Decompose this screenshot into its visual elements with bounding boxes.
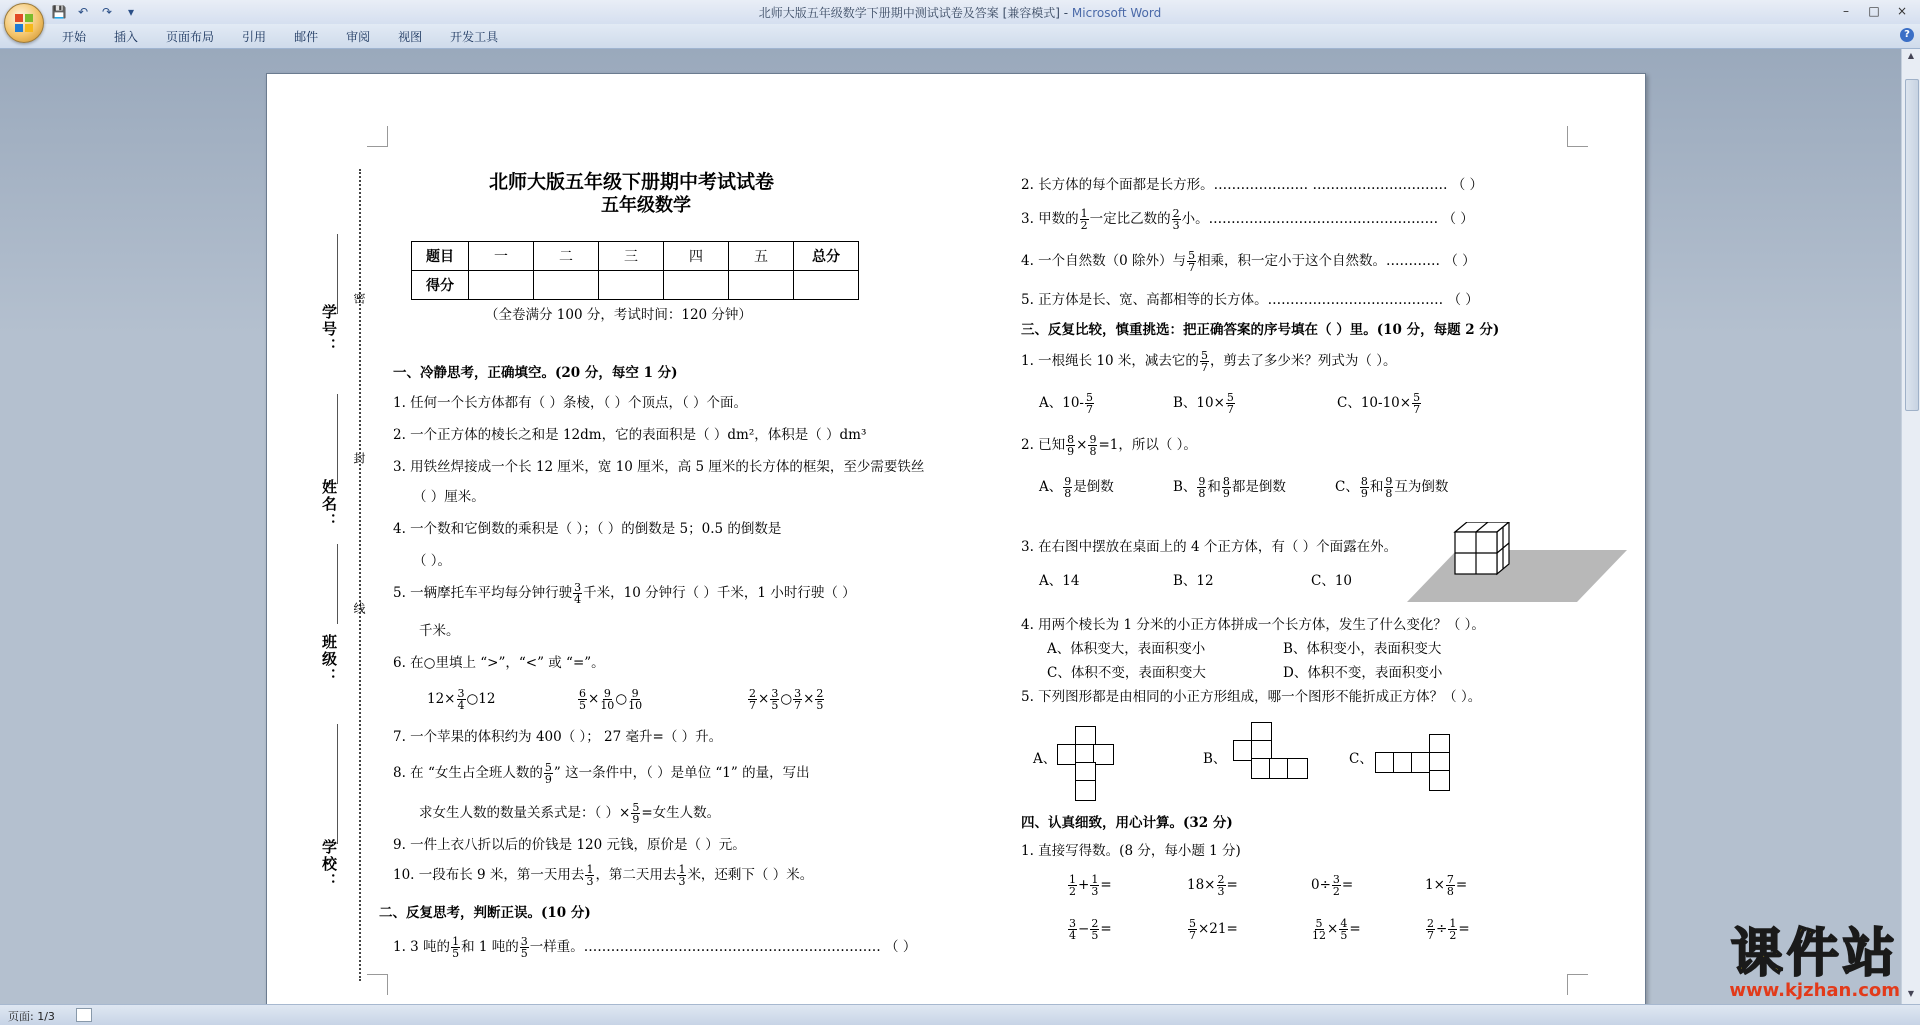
tab-references[interactable]: 引用 xyxy=(242,30,267,44)
window-controls xyxy=(1832,2,1916,20)
minimize-button[interactable]: – xyxy=(1843,4,1849,18)
choice-1-option-a[interactable]: A、10- $\frac{5}{7}$ xyxy=(1039,391,1093,416)
section-2-heading: 二、反复思考，判断正误。(10 分) xyxy=(379,905,591,921)
question-1-4-cont: （ ）。 xyxy=(413,553,452,569)
exam-title: 北师大版五年级下册期中考试试卷 xyxy=(489,171,775,193)
question-1-6: 6. 在○里填上 “>”，“<” 或 “=”。 xyxy=(393,655,605,671)
seal-feng: 封 xyxy=(352,452,366,466)
section-4-heading: 四、认真细致，用心计算。(32 分) xyxy=(1021,815,1233,831)
binding-line xyxy=(337,724,338,844)
binding-line xyxy=(337,394,338,484)
question-1-3: 3. 用铁丝焊接成一个长 12 厘米，宽 10 厘米，高 5 厘米的长方体的框架，至少需要铁丝 xyxy=(393,459,925,475)
choice-3-option-a[interactable]: A、14 xyxy=(1039,573,1080,589)
school-label: 学校： xyxy=(320,839,338,890)
fraction: $\frac{3}{4}$ xyxy=(574,581,582,606)
choice-5-option-a[interactable]: A、 xyxy=(1033,751,1057,767)
q5-text: 5. 一辆摩托车平均每分钟行驶 xyxy=(393,585,573,601)
table-row xyxy=(412,271,859,300)
site-watermark xyxy=(1729,924,1900,1001)
choice-1: 1. 一根绳长 10 米，减去它的 $\frac{5}{7}$ ，剪去了多少米？列式为（ ）。 xyxy=(1021,349,1397,374)
calc-item: 18× $\frac{2}{3}$ = xyxy=(1187,873,1238,898)
help-icon[interactable]: ? xyxy=(1900,28,1914,42)
exam-subtitle: 五年级数学 xyxy=(601,195,691,216)
crop-mark xyxy=(367,974,388,995)
q5-text-post: 千米，10 分钟行（ ）千米，1 小时行驶（ ） xyxy=(583,585,856,601)
choice-4-option-c[interactable]: C、体积不变，表面积变大 xyxy=(1047,665,1206,681)
table-header-cell: 二 xyxy=(534,242,599,271)
choice-3: 3. 在右图中摆放在桌面上的 4 个正方体，有（ ）个面露在外。 xyxy=(1021,539,1398,555)
cubes-on-table-figure xyxy=(1377,522,1627,612)
exam-info: （全卷满分 100 分，考试时间：120 分钟） xyxy=(485,307,752,323)
calc-item: 1× $\frac{7}{8}$ = xyxy=(1425,873,1468,898)
score-table xyxy=(411,241,859,300)
choice-2-option-b[interactable]: B、 $\frac{9}{8}$ 和 $\frac{8}{9}$ 都是倒数 xyxy=(1173,475,1286,500)
choice-5: 5. 下列图形都是由相同的小正方形组成，哪一个图形不能折成正方体？（ ）。 xyxy=(1021,689,1482,705)
choice-1-option-b[interactable]: B、10× $\frac{5}{7}$ xyxy=(1173,391,1234,416)
close-button[interactable]: × xyxy=(1896,4,1908,18)
scroll-down-icon[interactable]: ▼ xyxy=(1907,989,1915,998)
tab-insert[interactable]: 插入 xyxy=(114,30,139,44)
document-page[interactable] xyxy=(266,73,1646,1007)
crop-mark xyxy=(1567,974,1588,995)
tab-developer[interactable]: 开发工具 xyxy=(450,30,499,44)
choice-5-option-b[interactable]: B、 xyxy=(1203,751,1227,767)
tab-page-layout[interactable]: 页面布局 xyxy=(166,30,215,44)
calc-item: $\frac{5}{7}$ ×21= xyxy=(1189,917,1238,942)
calc-item: $\frac{3}{4}$ − $\frac{2}{5}$ = xyxy=(1069,917,1112,942)
compare-item-c: $\frac{2}{7}$ × $\frac{3}{5}$ ○ $\frac{3}{7}$ × $\frac{2}{5}$ xyxy=(749,687,824,712)
scroll-thumb[interactable] xyxy=(1905,79,1919,411)
calc-item: 0÷ $\frac{3}{2}$ = xyxy=(1311,873,1354,898)
binding-line xyxy=(337,234,338,314)
choice-1-option-c[interactable]: C、10-10× $\frac{5}{7}$ xyxy=(1337,391,1421,416)
tab-mailings[interactable]: 邮件 xyxy=(294,30,319,44)
question-1-9: 9. 一件上衣八折以后的价钱是 120 元钱，原价是（ ）元。 xyxy=(393,837,746,853)
app-name: Microsoft Word xyxy=(1071,6,1162,20)
status-bar xyxy=(0,1004,1920,1025)
tab-review[interactable]: 审阅 xyxy=(346,30,371,44)
maximize-button[interactable]: □ xyxy=(1868,4,1880,18)
crop-mark xyxy=(1567,126,1588,147)
judge-1: 1. 3 吨的 $\frac{1}{5}$ 和 1 吨的 $\frac{3}{5}$ 一样重。………………………………………………………… （ ） xyxy=(393,935,917,960)
judge-3: 3. 甲数的 $\frac{1}{2}$ 一定比乙数的 $\frac{2}{3}$ 小。…………………………………………… （ ） xyxy=(1021,207,1474,232)
question-1-3-cont: （ ）厘米。 xyxy=(413,489,485,505)
question-1-4: 4. 一个数和它倒数的乘积是（ ）；（ ）的倒数是 5；0.5 的倒数是 xyxy=(393,521,782,537)
redo-icon[interactable]: ↷ xyxy=(101,5,113,19)
calc-1-heading: 1. 直接写得数。(8 分，每小题 1 分) xyxy=(1021,843,1241,859)
choice-3-option-c[interactable]: C、10 xyxy=(1311,573,1353,589)
crop-mark xyxy=(367,126,388,147)
choice-4: 4. 用两个棱长为 1 分米的小正方体拼成一个长方体，发生了什么变化？（ ）。 xyxy=(1021,617,1485,633)
table-header-cell: 总分 xyxy=(794,242,859,271)
calc-item: $\frac{5}{12}$ × $\frac{4}{5}$ = xyxy=(1312,917,1361,942)
choice-2: 2. 已知 $\frac{8}{9}$ × $\frac{9}{8}$ =1，所以（ ）。 xyxy=(1021,433,1197,458)
choice-4-option-a[interactable]: A、体积变大，表面积变小 xyxy=(1047,641,1206,657)
tab-home[interactable]: 开始 xyxy=(62,30,87,44)
score-cell[interactable] xyxy=(794,271,859,300)
calc-item: $\frac{1}{2}$ + $\frac{1}{3}$ = xyxy=(1069,873,1112,898)
vertical-scrollbar[interactable] xyxy=(1901,49,1920,1005)
question-1-1: 1. 任何一个长方体都有（ ）条棱，（ ）个顶点，（ ）个面。 xyxy=(393,395,748,411)
customize-qat-icon[interactable]: ▾ xyxy=(127,5,135,19)
table-surface xyxy=(1407,550,1627,602)
office-button[interactable] xyxy=(4,3,44,43)
score-cell[interactable] xyxy=(469,271,534,300)
compare-item-a: 12× $\frac{3}{4}$ ○12 xyxy=(427,687,496,712)
table-header-cell: 五 xyxy=(729,242,794,271)
undo-icon[interactable]: ↶ xyxy=(77,5,89,19)
name-label: 姓名： xyxy=(320,479,338,530)
seal-mi: 密 xyxy=(352,292,366,306)
question-1-10: 10. 一段布长 9 米，第一天用去 $\frac{1}{3}$ ，第二天用去 $\frac{1}{3}$ 米，还剩下（ ）米。 xyxy=(393,863,814,888)
compare-item-b: $\frac{6}{5}$ × $\frac{9}{10}$ ○ $\frac{9}{10}$ xyxy=(579,687,643,712)
section-3-heading: 三、反复比较，慎重挑选：把正确答案的序号填在（ ）里。(10 分，每题 2 分) xyxy=(1021,322,1500,338)
choice-5-option-c[interactable]: C、 xyxy=(1349,751,1373,767)
score-cell[interactable] xyxy=(534,271,599,300)
judge-4: 4. 一个自然数（0 除外）与 $\frac{5}{7}$ 相乘，积一定小于这个自然数。………… （ ） xyxy=(1021,249,1476,274)
page-indicator[interactable]: 页面: 1/3 xyxy=(8,1010,55,1023)
save-icon[interactable]: 💾 xyxy=(51,5,67,19)
calc-item: $\frac{2}{7}$ ÷ $\frac{1}{2}$ = xyxy=(1427,917,1470,942)
judge-5: 5. 正方体是长、宽、高都相等的长方体。………………………………… （ ） xyxy=(1021,292,1479,308)
table-header-cell: 四 xyxy=(664,242,729,271)
table-header-cell: 题目 xyxy=(412,242,469,271)
question-1-2: 2. 一个正方体的棱长之和是 12dm，它的表面积是（ ）dm²，体积是（ ）dm³ xyxy=(393,427,867,443)
question-1-5-cont: 千米。 xyxy=(419,623,460,639)
watermark-url: www.kjzhan.com xyxy=(1729,980,1900,1001)
question-1-8: 8. 在 “女生占全班人数的 $\frac{5}{9}$ ” 这一条件中，（ ）是单位 “1” 的量，写出 xyxy=(393,761,810,786)
section-1-heading: 一、冷静思考，正确填空。(20 分，每空 1 分) xyxy=(393,365,678,381)
tab-view[interactable]: 视图 xyxy=(398,30,423,44)
scroll-up-icon[interactable]: ▲ xyxy=(1907,51,1915,60)
table-row-label: 得分 xyxy=(412,271,469,300)
question-1-5 xyxy=(393,582,856,605)
choice-3-option-b[interactable]: B、12 xyxy=(1173,573,1214,589)
question-1-8-cont: 求女生人数的数量关系式是：（ ）× $\frac{5}{9}$ =女生人数。 xyxy=(419,801,721,826)
table-header-cell: 一 xyxy=(469,242,534,271)
document-title: 北师大版五年级数学下册期中测试试卷及答案 [兼容模式] - xyxy=(758,6,1072,20)
judge-2: 2. 长方体的每个面都是长方形。………………… ………………………… （ ） xyxy=(1021,177,1484,193)
student-id-label: 学号： xyxy=(320,304,338,355)
binding-dotted-line xyxy=(359,169,361,981)
question-1-7: 7. 一个苹果的体积约为 400（ ）； 27 毫升=（ ）升。 xyxy=(393,729,723,745)
binding-line xyxy=(337,544,338,624)
class-label: 班级： xyxy=(320,634,338,685)
score-cell[interactable] xyxy=(599,271,664,300)
choice-4-option-d[interactable]: D、体积不变，表面积变小 xyxy=(1283,665,1443,681)
watermark-text: 课件站 xyxy=(1730,924,1899,984)
table-header-cell: 三 xyxy=(599,242,664,271)
choice-2-option-c[interactable]: C、 $\frac{8}{9}$ 和 $\frac{9}{8}$ 互为倒数 xyxy=(1335,475,1449,500)
ribbon-tab-bar xyxy=(0,24,1920,49)
choice-4-option-b[interactable]: B、体积变小，表面积变大 xyxy=(1283,641,1442,657)
title-bar xyxy=(0,0,1920,25)
proofing-icon[interactable] xyxy=(76,1008,92,1022)
table-row xyxy=(412,242,859,271)
window-title xyxy=(0,4,1920,21)
score-cell[interactable] xyxy=(664,271,729,300)
cube-stack xyxy=(1455,522,1509,574)
score-cell[interactable] xyxy=(729,271,794,300)
choice-2-option-a[interactable]: A、 $\frac{9}{8}$ 是倒数 xyxy=(1039,475,1114,500)
office-logo-icon xyxy=(14,13,34,33)
seal-xian: 线 xyxy=(352,602,366,616)
